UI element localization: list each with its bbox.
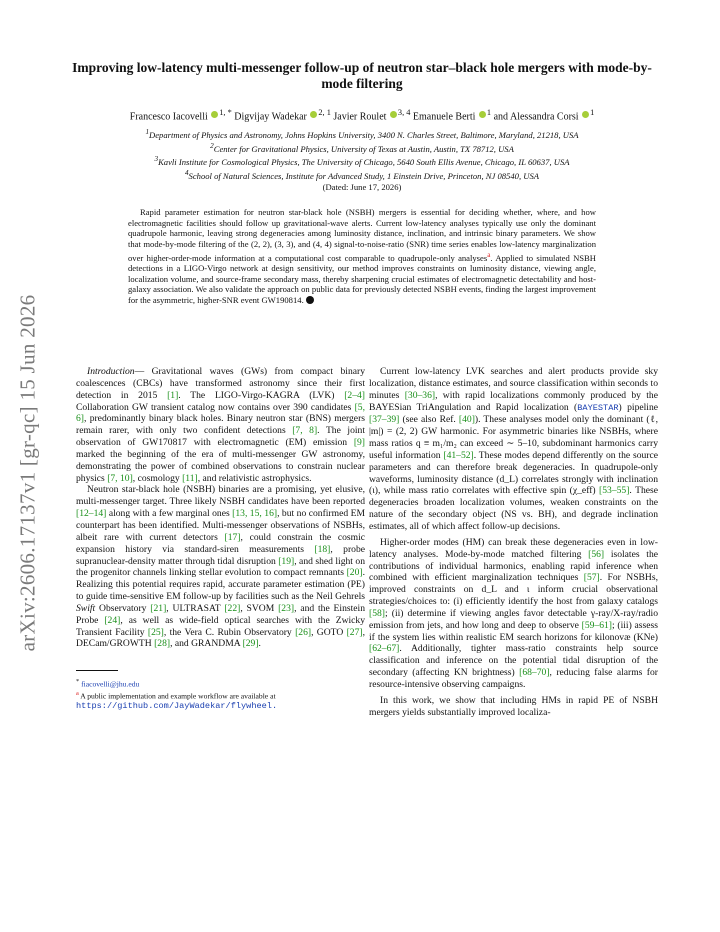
- text: , reducing false alarms for resource-intensive observing campaigns.: [369, 667, 658, 690]
- citation[interactable]: [22]: [224, 602, 241, 614]
- text: ). These analyses model only the dominant (ℓ, |m|) = (2, 2) GW harmonic. For asymmetric binaries like NSBHs, where mass ratios q ≡ m₁/m₂ can exceed ∼ 5–10, subdominant harmonics carry useful information: [369, 414, 658, 461]
- text: . The LIGO-Virgo-KAGRA (LVK): [178, 389, 345, 401]
- affil-text: Department of Physics and Astronomy, Johns Hopkins University, 3400 N. Charles Street, Baltimore, Maryland, 21218, USA: [149, 130, 579, 141]
- orcid-icon[interactable]: [310, 111, 317, 118]
- footnote-rule: [76, 670, 118, 671]
- affil-number: 4: [184, 168, 189, 177]
- github-link[interactable]: https://github.com/JayWadekar/flywheel.: [76, 701, 278, 712]
- citation[interactable]: [41–52]: [443, 449, 474, 461]
- text: , predominantly binary black holes. Binary neutron star (BNS) mergers remain rarer, with only two confident detections: [76, 413, 365, 437]
- abstract-text: Rapid parameter estimation for neutron star-black hole (NSBH) mergers is essential for deciding whether, where, and how electromagnetic facilities should follow up gravitational-wave alerts. Current low-latency analyses typically use only the dominant quadrupole harmonic, leaving strong degeneracies among luminosity distance, inclination, and intrinsic binary parameters. We show that mode-by-mode filtering of the (2, 2), (3, 3), and (4, 4) signal-to-noise-ratio (SNR) time series enables low-latency marginalization over higher-order-mode information at a computational cost comparable to quadrupole-only analyses: [128, 207, 596, 263]
- author-name: Emanuele Berti: [412, 111, 476, 123]
- citation[interactable]: [27]: [346, 626, 363, 638]
- author-name: Francesco Iacovelli: [129, 111, 208, 123]
- orcid-icon[interactable]: [211, 111, 218, 118]
- author-list: [62, 106, 662, 123]
- abstract-text: . Applied to simulated NSBH detections in a LIGO-Virgo network at design sensitivity, our method improves constraints on luminosity distance, viewing angle, localization volume, and source-frame secondary mass, thereby sharpening crucial estimates of electromagnetic detectability and host-galaxy association. We also validate the approach on public data for previously detected NSBH events, finding the largest improvement for the asymmetric, higher-SNR event GW190814.: [128, 252, 596, 305]
- arxiv-stamp: [6, 258, 50, 688]
- citation[interactable]: [30–36]: [404, 389, 436, 401]
- text: ; (iii) assess if the system lies within realistic EM search horizons for kilonovæ (KNe): [369, 619, 658, 643]
- text: (see also Ref.: [399, 414, 459, 426]
- text: .: [258, 638, 261, 650]
- paragraph: [76, 366, 365, 484]
- paper-page: [62, 60, 662, 718]
- orcid-icon[interactable]: [479, 111, 486, 118]
- citation[interactable]: [1]: [167, 389, 179, 401]
- citation[interactable]: [29]: [242, 638, 259, 650]
- dated-line: (Dated: June 17, 2026): [322, 182, 402, 193]
- text: Collaboration GW transient catalog now contains over 390 candidates: [76, 401, 355, 413]
- citation[interactable]: [7, 10]: [107, 472, 133, 484]
- footnote: [76, 689, 365, 711]
- affiliation: [62, 154, 662, 167]
- text: , DECam/GROWTH: [76, 626, 365, 650]
- text: , cosmology: [132, 472, 183, 484]
- affil-number: 1: [145, 128, 150, 137]
- citation[interactable]: [12–14]: [76, 508, 107, 520]
- footnote-mark: a: [76, 690, 79, 698]
- paragraph: [76, 484, 365, 650]
- affil-number: 3: [154, 155, 159, 164]
- text: , GOTO: [311, 626, 347, 638]
- left-column: [76, 366, 365, 712]
- text: , and relativistic astrophysics.: [197, 472, 312, 484]
- citation[interactable]: [19]: [278, 555, 295, 567]
- author-affil: 3, 4: [397, 108, 411, 117]
- affil-text: Center for Gravitational Physics, University of Texas at Austin, Austin, TX 78712, USA: [213, 143, 514, 154]
- citation[interactable]: [68–70]: [519, 667, 550, 679]
- author-name: Digvijay Wadekar: [234, 111, 307, 123]
- citation[interactable]: [5, 6]: [76, 401, 365, 425]
- orcid-icon[interactable]: [390, 111, 397, 118]
- citation[interactable]: [37–39]: [369, 414, 400, 426]
- arxiv-stamp-text: arXiv:2606.17137v1 [gr-qc] 15 Jun 2026: [15, 294, 40, 652]
- paragraph: [369, 537, 658, 691]
- text: , the Vera C. Rubin Observatory: [163, 626, 296, 638]
- text: ) pipeline: [618, 401, 659, 413]
- citation[interactable]: [59–61]: [581, 619, 612, 631]
- citation[interactable]: [9]: [353, 437, 365, 449]
- affiliations: [62, 127, 662, 181]
- text: Swift: [76, 602, 96, 614]
- citation[interactable]: [58]: [369, 607, 385, 619]
- citation[interactable]: [25]: [147, 626, 164, 638]
- citation[interactable]: [11]: [182, 472, 198, 484]
- text: . For NSBHs, improved constraints on d_L and ι inform crucial observational strategies/choices to: (i) efficiently identify the host from galaxy catalogs: [369, 572, 658, 608]
- section-heading: Introduction: [87, 366, 135, 377]
- author-affil: 1: [590, 108, 595, 117]
- text: , and the Einstein Probe: [76, 602, 366, 626]
- citation[interactable]: [24]: [104, 614, 121, 626]
- text: along with a few marginal ones: [106, 508, 233, 520]
- footnote-mark[interactable]: a: [487, 250, 491, 259]
- author-affil: 1: [486, 108, 492, 117]
- footnote: [76, 677, 365, 689]
- citation[interactable]: [20]: [346, 567, 363, 579]
- text: Current low-latency LVK searches and alert products provide sky localization, distance estimates, and source classification within seconds to minutes: [369, 366, 658, 401]
- affil-text: Kavli Institute for Cosmological Physics, The University of Chicago, 5640 South Ellis Avenue, Chicago, IL 60637, USA: [158, 157, 570, 168]
- text: . Additionally, tighter mass-ratio constraints help source classification and inference on the potential tidal disruption of the secondary (affecting KN brightness): [369, 643, 658, 679]
- citation[interactable]: [18]: [314, 543, 331, 555]
- text: . The joint observation of GW170817 with electromagnetic (EM) emission: [76, 425, 366, 449]
- affiliation: [62, 141, 662, 154]
- footnote-mark: *: [76, 678, 80, 686]
- author-conjunction: and: [493, 111, 509, 123]
- text: , probe supranuclear-density matter through tidal disruption: [76, 543, 365, 567]
- citation[interactable]: [53–55]: [599, 485, 630, 497]
- email-link[interactable]: fiacovelli@jhu.edu: [81, 679, 140, 689]
- text: , SVOM: [240, 602, 279, 614]
- footnote-text: A public implementation and example workflow are available at: [80, 691, 276, 701]
- affiliation: [62, 127, 662, 140]
- affiliation: [62, 168, 662, 181]
- author-affil: 1, *: [219, 108, 232, 117]
- author-name: Alessandra Corsi: [509, 111, 579, 123]
- github-icon[interactable]: [306, 296, 314, 304]
- citation[interactable]: [40]: [458, 414, 475, 426]
- citation[interactable]: [56]: [588, 548, 605, 560]
- citation[interactable]: [57]: [583, 572, 600, 584]
- right-column: [369, 366, 658, 718]
- text: . These modes depend differently on the source parameters and can therefore break degeneracies. In quadrupole-only waveforms, luminosity distance (d_L) correlates strongly with inclination (ι), while mass ratio correlates with effective spin (χ_eff): [369, 449, 658, 497]
- citation[interactable]: [21]: [150, 602, 167, 614]
- text: . Realizing this potential requires rapid, accurate parameter estimation (PE) to guide time-sensitive EM follow-up by facilities such as the Neil Gehrels: [76, 567, 365, 603]
- affil-number: 2: [210, 141, 214, 150]
- citation[interactable]: [23]: [278, 602, 295, 614]
- paragraph: [369, 366, 658, 533]
- author-affil: 2, 1: [318, 108, 331, 117]
- text: , with rapid localizations commonly produced by the BAYESian TriAngulation and Rapid localization (: [369, 389, 658, 413]
- text: ; (ii) determine if viewing angles favor detectable γ-ray/X-ray/radio emission from jets, and how long and deep to observe: [369, 607, 658, 631]
- citation[interactable]: [17]: [224, 531, 241, 543]
- text: — Gravitational waves (GWs) from compact binary coalescences (CBCs) have transformed astronomy since their first detection in 2015: [76, 366, 365, 401]
- text: . These degeneracies broaden localization volumes, weaken constraints on the nature of the secondary object (NS vs. BH), and degrade inclination estimates, all of which affect follow-up decisions.: [369, 485, 658, 532]
- citation[interactable]: [28]: [154, 638, 171, 650]
- citation[interactable]: [13, 15, 16]: [232, 508, 278, 520]
- affil-text: School of Natural Sciences, Institute for Advanced Study, 1 Einstein Drive, Princeton, NJ 08540, USA: [188, 170, 540, 181]
- paper-title: Improving low-latency multi-messenger follow-up of neutron star–black hole mergers with mode-by-mode filtering: [72, 60, 652, 91]
- orcid-icon[interactable]: [582, 111, 589, 118]
- text: Neutron star-black hole (NSBH) binaries are a promising, yet elusive, multi-messenger target. Three likely NSBH candidates have been reported: [76, 484, 365, 508]
- citation[interactable]: [26]: [295, 626, 312, 638]
- paragraph: In this work, we show that including HMs in rapid PE of NSBH mergers yields substantially improved localiza-: [369, 694, 658, 718]
- text: , could constrain the cosmic expansion history via standard-siren measurements: [76, 531, 365, 555]
- text: , and shed light on the progenitor channels linking stellar evolution to compact remnants: [76, 555, 365, 579]
- text: Observatory: [95, 602, 151, 614]
- text: , as well as wide-field optical searches with the Zwicky Transient Facility: [76, 614, 366, 638]
- abstract: [128, 207, 596, 305]
- bayestar-link[interactable]: BAYESTAR: [577, 402, 619, 413]
- text: , but no confirmed EM counterpart has been identified. Multi-messenger observations of NSBHs, albeit rare with current detectors: [76, 508, 365, 543]
- citation[interactable]: [2–4]: [344, 389, 365, 401]
- text: isolates the contributions of individual harmonics, enabling rapid inference when combined with efficient marginalization techniques: [369, 548, 659, 584]
- text: , ULTRASAT: [166, 602, 225, 614]
- citation[interactable]: [62–67]: [369, 643, 400, 655]
- text: , and GRANDMA: [170, 638, 243, 650]
- citation[interactable]: [7, 8]: [292, 425, 318, 437]
- author-name: Javier Roulet: [333, 111, 387, 123]
- text: marked the beginning of the era of multi-messenger GW astronomy, demonstrating the power of combined observations to constrain nuclear physics: [76, 448, 365, 484]
- text: Higher-order modes (HM) can break these degeneracies even in low-latency analyses. Mode-by-mode matched filtering: [369, 536, 658, 560]
